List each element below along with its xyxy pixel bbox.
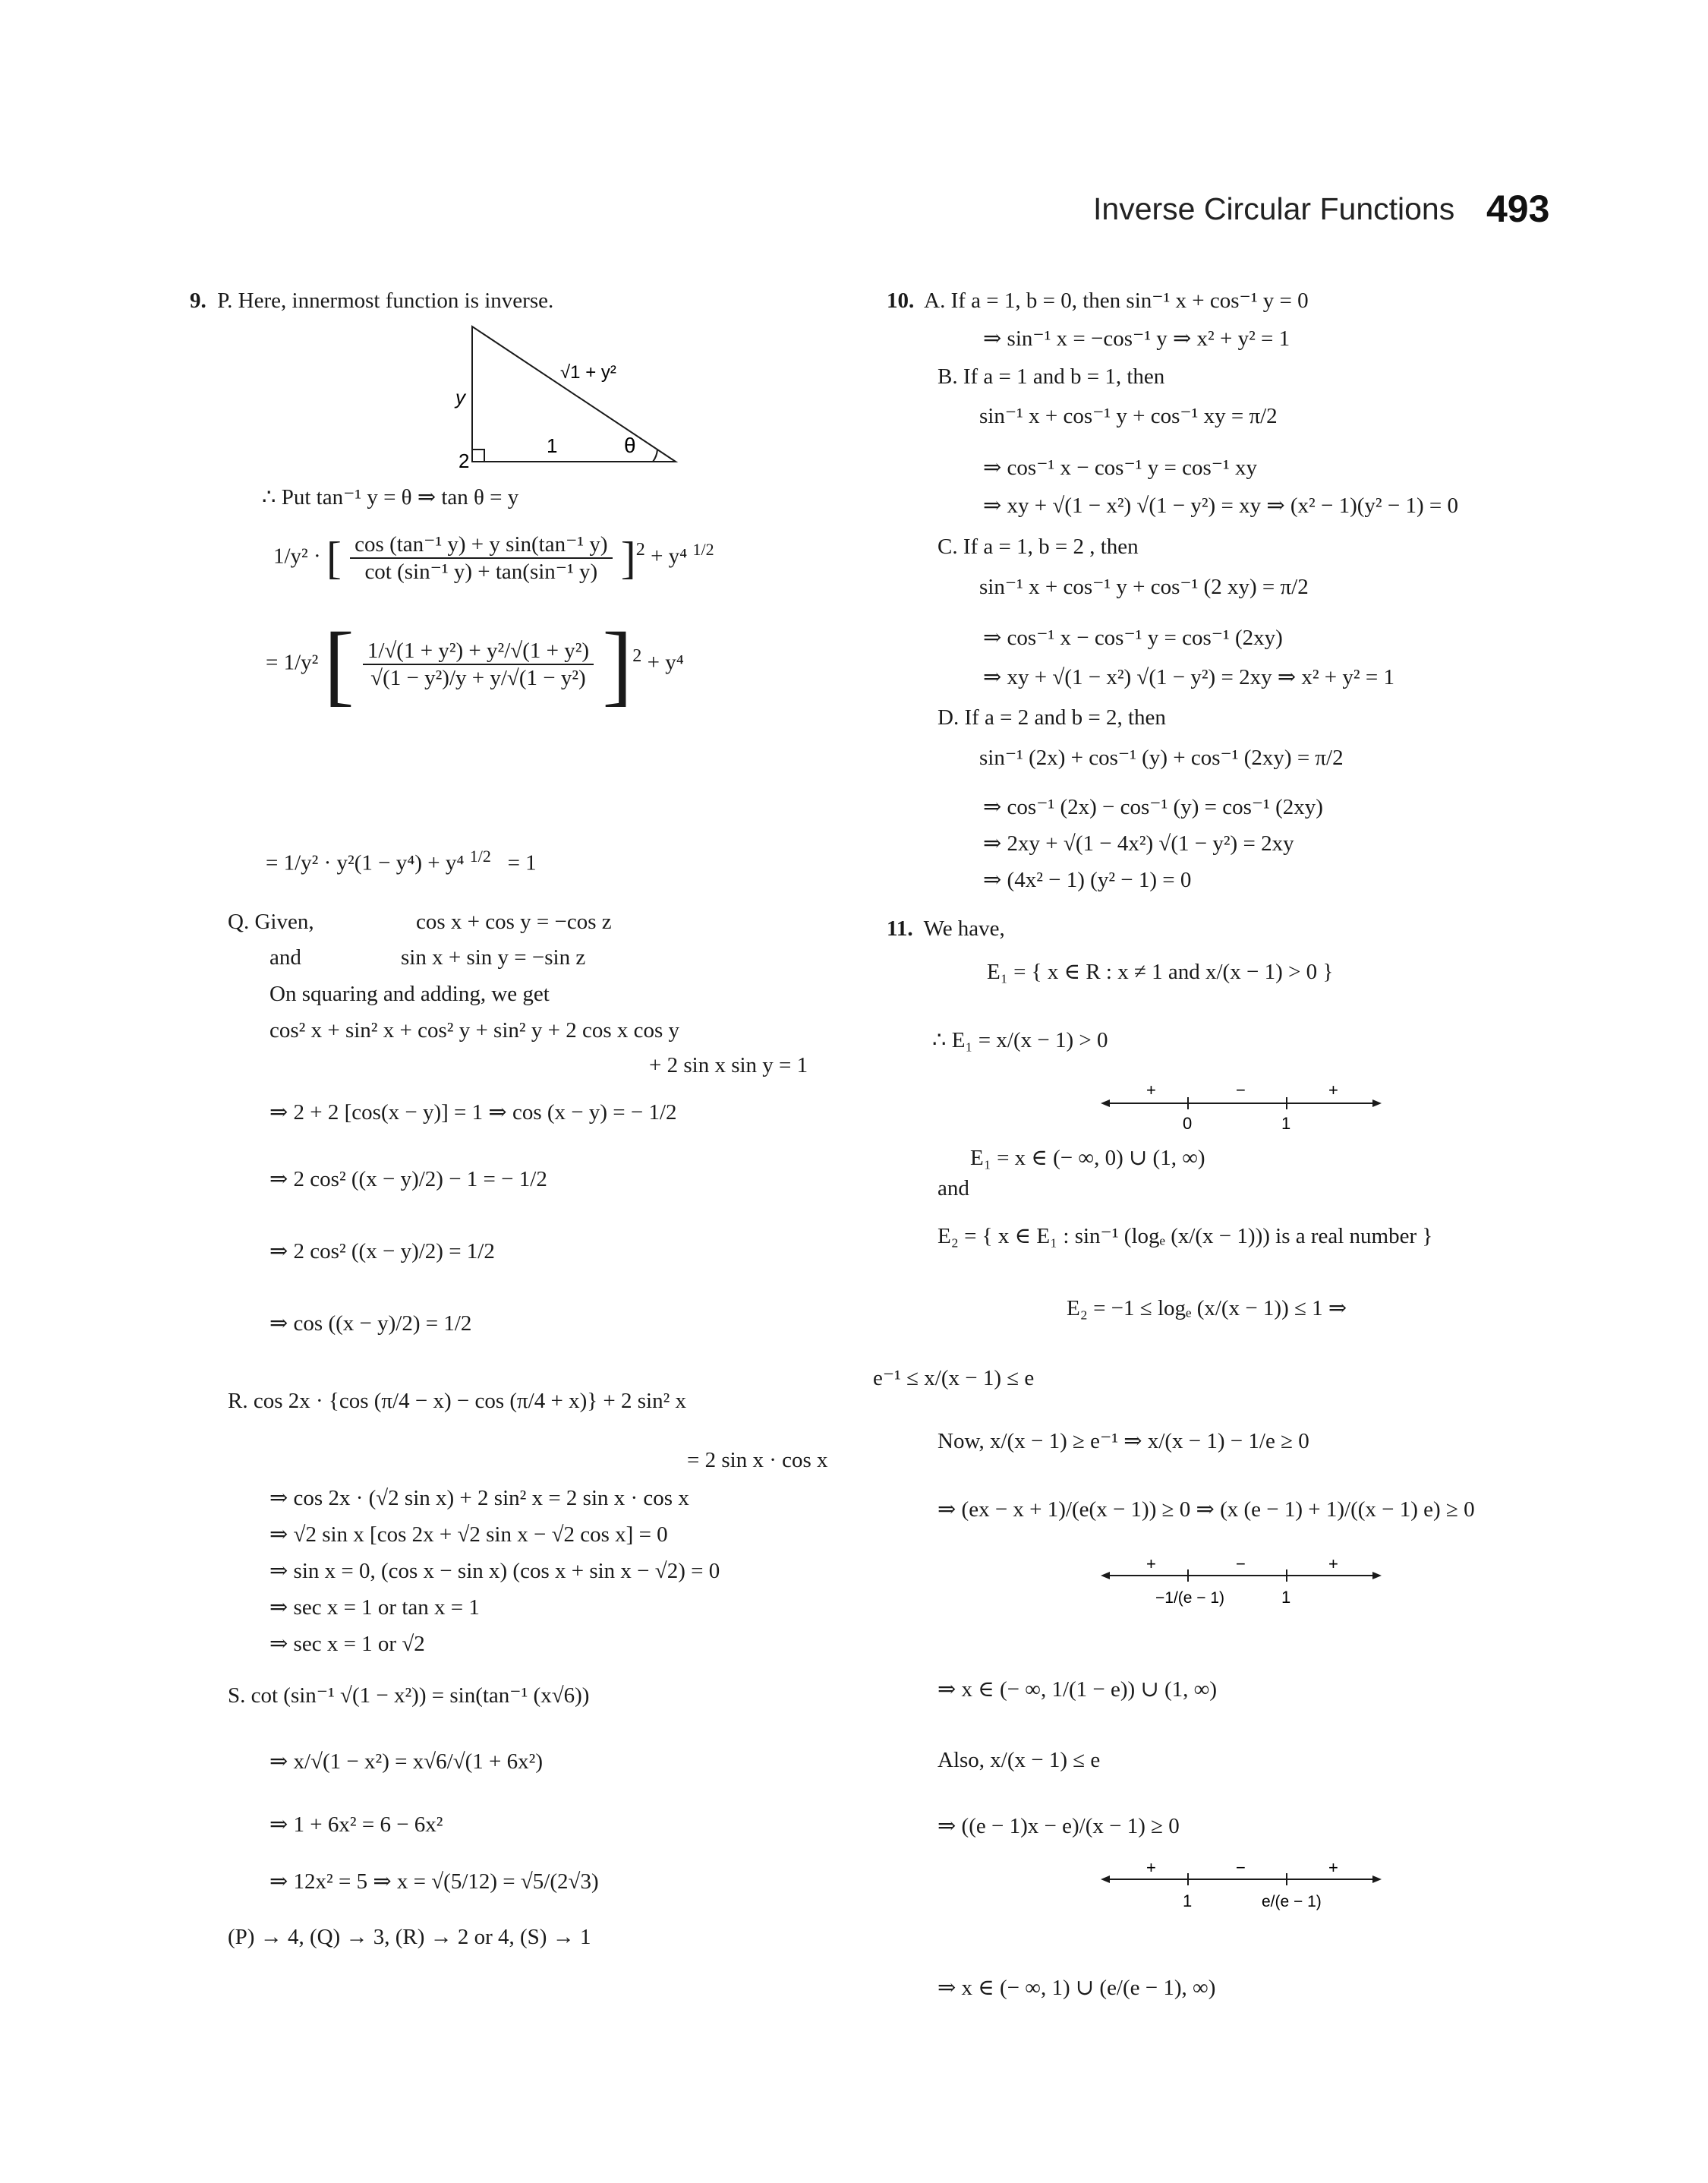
tick-label: 1 [1183, 1891, 1193, 1910]
sign-label: + [1146, 1858, 1156, 1877]
q10-b1: B. If a = 1 and b = 1, then [938, 364, 1165, 389]
right-angle-marker [472, 450, 484, 462]
q9-s-line-1: S. cot (sin⁻¹ √(1 − x²)) = sin(tan⁻¹ (x√6)) [228, 1683, 590, 1708]
arrow-right [1372, 1875, 1382, 1883]
expr-suffix: + y⁴ [651, 544, 688, 569]
q9-eq-1: cos x + cos y = −cos z [416, 910, 612, 934]
q9-s-line-4: ⇒ 12x² = 5 ⇒ x = √(5/12) = √5/(2√3) [269, 1869, 599, 1894]
q10-part-a: A. If a = 1, b = 0, then sin⁻¹ x + cos⁻¹ y = 0 [924, 289, 1309, 313]
bracket-open: [ [323, 614, 355, 715]
adjacent-label: 1 [547, 434, 558, 457]
q9-expression-1 [273, 532, 714, 585]
q9-and: and [269, 945, 301, 970]
question-9-intro [190, 287, 553, 314]
tick-label: 0 [1183, 1114, 1193, 1133]
q10-d1: D. If a = 2 and b = 2, then [938, 705, 1166, 730]
exponent-2: 2 [632, 645, 642, 666]
q10-d4: ⇒ 2xy + √(1 − 4x²) √(1 − y²) = 2xy [983, 831, 1294, 856]
q9-r-line-1: R. cos 2x · {cos (π/4 − x) − cos (π/4 + x)} + 2 sin² x [228, 1389, 687, 1413]
corner-label: 2 [459, 450, 470, 471]
q9-squaring-text: On squaring and adding, we get [269, 982, 550, 1006]
fraction-numerator: 1/√(1 + y²) + y²/√(1 + y²) [363, 638, 594, 665]
q9-q-line-3: ⇒ 2 + 2 [cos(x − y)] = 1 ⇒ cos (x − y) = − 1/2 [269, 1100, 677, 1125]
q9-r-line-2: = 2 sin x · cos x [687, 1448, 828, 1472]
q11-e2-def: E₂ = { x ∈ E₁ : sin⁻¹ (logₑ (x/(x − 1))) is a real number } [938, 1224, 1433, 1248]
q11-implies-line-2: ⇒ ((e − 1)x − e)/(x − 1) ≥ 0 [938, 1814, 1180, 1838]
q9-r-line-4: ⇒ √2 sin x [cos 2x + √2 sin x − √2 cos x] = 0 [269, 1522, 668, 1547]
question-number: 10. [887, 289, 915, 313]
sign-label: + [1146, 1554, 1156, 1573]
q10-c3: ⇒ cos⁻¹ x − cos⁻¹ y = cos⁻¹ (2xy) [983, 626, 1283, 650]
q9-s-line-3: ⇒ 1 + 6x² = 6 − 6x² [269, 1812, 443, 1837]
arrow-right [1372, 1099, 1382, 1107]
running-header-title: Inverse Circular Functions [1093, 191, 1455, 226]
right-triangle-diagram [425, 319, 698, 471]
q9-answer: (P) → 4, (Q) → 3, (R) → 2 or 4, (S) → 1 [228, 1925, 591, 1949]
hypotenuse-label: √1 + y² [560, 362, 616, 383]
q10-d2: sin⁻¹ (2x) + cos⁻¹ (y) + cos⁻¹ (2xy) = π/2 [979, 746, 1344, 770]
sign-label: + [1328, 1858, 1338, 1877]
sign-label: − [1236, 1080, 1246, 1099]
number-line-3 [1101, 1856, 1382, 1940]
bracket-close: ] [620, 533, 636, 583]
sign-label: + [1146, 1080, 1156, 1099]
tick-label: 1 [1281, 1588, 1291, 1607]
q10-c1: C. If a = 1, b = 2 , then [938, 535, 1139, 559]
exponent-2: 2 [635, 539, 645, 560]
q11-and: and [938, 1176, 969, 1200]
question-9-part-p: P. Here, innermost function is inverse. [217, 289, 554, 313]
arrow-left [1101, 1572, 1110, 1579]
fraction-numerator: cos (tan⁻¹ y) + y sin(tan⁻¹ y) [350, 532, 612, 559]
tick-label: −1/(e − 1) [1155, 1589, 1225, 1607]
sign-label: − [1236, 1858, 1246, 1877]
q9-put-line: ∴ Put tan⁻¹ y = θ ⇒ tan θ = y [262, 485, 519, 509]
fraction [350, 532, 612, 585]
q9-s-line-2: ⇒ x/√(1 − x²) = x√6/√(1 + 6x²) [269, 1749, 543, 1774]
q11-implies-line: ⇒ (ex − x + 1)/(e(x − 1)) ≥ 0 ⇒ (x (e − 1) + 1)/((x − 1) e) ≥ 0 [938, 1497, 1475, 1522]
q9-q-line-4: ⇒ 2 cos² ((x − y)/2) − 1 = − 1/2 [269, 1167, 547, 1191]
q10-b4: ⇒ xy + √(1 − x²) √(1 − y²) = xy ⇒ (x² − 1)(y² − 1) = 0 [983, 494, 1458, 518]
q10-a2: ⇒ sin⁻¹ x = −cos⁻¹ y ⇒ x² + y² = 1 [983, 327, 1290, 351]
q9-q-line-6: ⇒ cos ((x − y)/2) = 1/2 [269, 1311, 472, 1336]
expr-prefix: = 1/y² [266, 650, 319, 675]
q11-e1-result: E₁ = x ∈ (− ∞, 0) ∪ (1, ∞) [970, 1146, 1205, 1170]
q10-b3: ⇒ cos⁻¹ x − cos⁻¹ y = cos⁻¹ xy [983, 456, 1257, 480]
q9-r-line-3: ⇒ cos 2x · (√2 sin x) + 2 sin² x = 2 sin x · cos x [269, 1486, 689, 1510]
q9-q-line-5: ⇒ 2 cos² ((x − y)/2) = 1/2 [269, 1239, 495, 1263]
arrow-right [1372, 1572, 1382, 1579]
q10-d5: ⇒ (4x² − 1) (y² − 1) = 0 [983, 868, 1192, 892]
q11-e2-cond: E₂ = −1 ≤ logₑ (x/(x − 1)) ≤ 1 ⇒ [1067, 1296, 1347, 1320]
fraction-denominator: √(1 − y²)/y + y/√(1 − y²) [370, 666, 586, 690]
bracket-open: [ [326, 533, 342, 583]
sign-label: + [1328, 1080, 1338, 1099]
expr-result: = 1 [507, 850, 537, 875]
angle-theta-label: θ [624, 434, 636, 457]
q11-e1-cond: ∴ E₁ = x/(x − 1) > 0 [932, 1028, 1108, 1052]
expr-body: = 1/y² · y²(1 − y⁴) + y⁴ [266, 850, 465, 875]
expr-prefix: 1/y² · [273, 544, 321, 569]
q10-d3: ⇒ cos⁻¹ (2x) − cos⁻¹ (y) = cos⁻¹ (2xy) [983, 795, 1323, 819]
sign-label: + [1328, 1554, 1338, 1573]
q9-expression-2 [266, 614, 684, 715]
question-11-intro [887, 915, 1005, 942]
question-number: 11. [887, 916, 913, 941]
q9-r-line-6: ⇒ sec x = 1 or tan x = 1 [269, 1595, 480, 1620]
q9-expression-3 [266, 843, 537, 877]
q10-b2: sin⁻¹ x + cos⁻¹ y + cos⁻¹ xy = π/2 [979, 404, 1278, 428]
fraction-denominator: cot (sin⁻¹ y) + tan(sin⁻¹ y) [364, 560, 598, 584]
tick-label: 1 [1281, 1114, 1291, 1133]
angle-arc [653, 450, 657, 462]
q11-e1-def: E₁ = { x ∈ R : x ≠ 1 and x/(x − 1) > 0 } [987, 960, 1334, 984]
exponent-half: 1/2 [469, 847, 491, 866]
bracket-close: ] [602, 614, 633, 715]
exponent-half: 1/2 [692, 540, 714, 559]
q9-q-line-2: + 2 sin x sin y = 1 [649, 1053, 808, 1077]
q10-c4: ⇒ xy + √(1 − x²) √(1 − y²) = 2xy ⇒ x² + y² = 1 [983, 665, 1394, 689]
q11-also-line: Also, x/(x − 1) ≤ e [938, 1748, 1101, 1772]
q11-inequality: e⁻¹ ≤ x/(x − 1) ≤ e [873, 1366, 1035, 1390]
expr-suffix: + y⁴ [647, 650, 684, 675]
q11-interval-1: ⇒ x ∈ (− ∞, 1/(1 − e)) ∪ (1, ∞) [938, 1677, 1217, 1702]
opposite-label: y [455, 386, 465, 409]
question-number: 9. [190, 289, 206, 313]
q9-r-line-7: ⇒ sec x = 1 or √2 [269, 1632, 425, 1656]
q9-part-q-given: Q. Given, [228, 910, 314, 934]
number-line-1 [1101, 1074, 1382, 1135]
q9-r-line-5: ⇒ sin x = 0, (cos x − sin x) (cos x + sin x − √2) = 0 [269, 1559, 720, 1583]
question-10-a1 [887, 287, 1309, 314]
compound-fraction [363, 638, 594, 691]
arrow-left [1101, 1099, 1110, 1107]
q11-now-line: Now, x/(x − 1) ≥ e⁻¹ ⇒ x/(x − 1) − 1/e ≥ 0 [938, 1429, 1309, 1453]
page-number: 493 [1486, 188, 1550, 230]
number-line-2 [1101, 1553, 1382, 1636]
tick-label: e/(e − 1) [1262, 1893, 1322, 1910]
arrow-left [1101, 1875, 1110, 1883]
q11-interval-2: ⇒ x ∈ (− ∞, 1) ∪ (e/(e − 1), ∞) [938, 1976, 1216, 2000]
q10-c2: sin⁻¹ x + cos⁻¹ y + cos⁻¹ (2 xy) = π/2 [979, 575, 1309, 599]
q11-we-have: We have, [923, 916, 1005, 941]
q9-q-line-1: cos² x + sin² x + cos² y + sin² y + 2 cos x cos y [269, 1018, 680, 1043]
triangle-shape [472, 327, 676, 462]
q9-eq-2: sin x + sin y = −sin z [401, 945, 586, 970]
sign-label: − [1236, 1554, 1246, 1573]
